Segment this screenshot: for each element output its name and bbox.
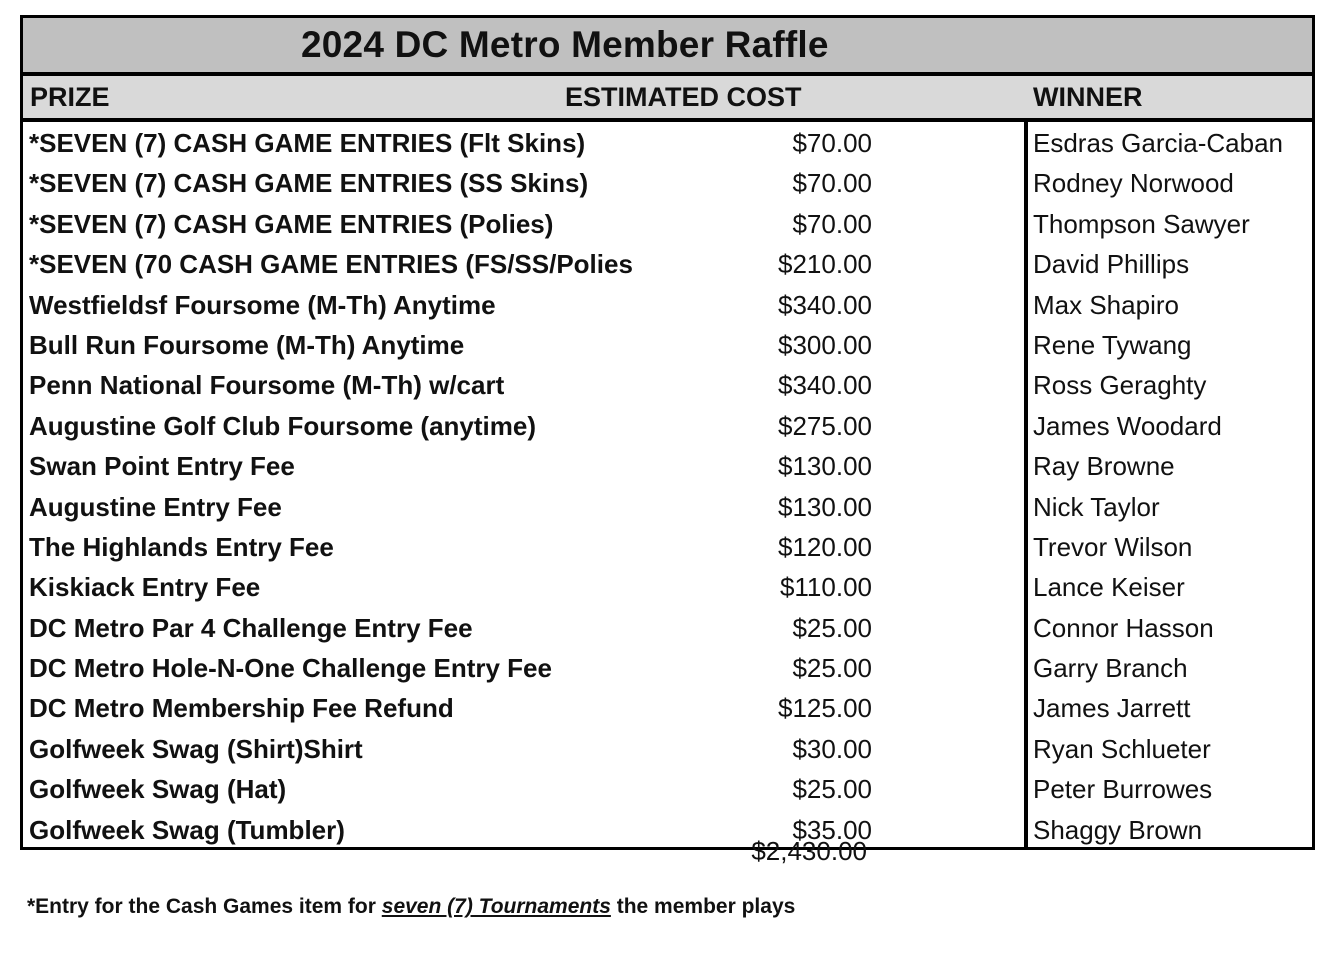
table-row: [23, 447, 1312, 487]
cost-cell: $35.00: [792, 814, 872, 845]
prize-cell: Kiskiack Entry Fee: [29, 572, 261, 603]
winner-cell: Ryan Schlueter: [1033, 733, 1211, 764]
winner-cell: Garry Branch: [1033, 653, 1188, 684]
page-title: 2024 DC Metro Member Raffle: [301, 24, 829, 65]
cost-cell: $340.00: [778, 370, 872, 401]
table-row: [23, 366, 1312, 406]
prize-cell: Golfweek Swag (Shirt)Shirt: [29, 733, 363, 764]
footnote-text: *Entry for the Cash Games item for: [27, 895, 382, 918]
prize-cell: Augustine Entry Fee: [29, 491, 282, 522]
prize-cell: Golfweek Swag (Tumbler): [29, 814, 345, 845]
table-row: [23, 164, 1312, 204]
cost-cell: $120.00: [778, 531, 872, 562]
table-row: [23, 770, 1312, 810]
footnote-text-end: the member plays: [610, 895, 796, 918]
cost-cell: $70.00: [792, 208, 872, 239]
winner-cell: Peter Burrowes: [1033, 774, 1213, 805]
table-row: [23, 245, 1312, 285]
winner-cell: Rodney Norwood: [1033, 168, 1234, 199]
cost-cell: $70.00: [792, 128, 872, 158]
table-row: [23, 528, 1312, 568]
cost-cell: $275.00: [778, 410, 872, 441]
cost-cell: $130.00: [778, 491, 872, 522]
winner-cell: Rene Tywang: [1033, 329, 1192, 360]
total-cost: $2,430.00: [751, 836, 867, 866]
table-row: [23, 689, 1312, 729]
cost-cell: $210.00: [778, 249, 872, 280]
cost-cell: $25.00: [792, 774, 872, 805]
winner-cell: James Woodard: [1033, 410, 1222, 441]
table-body: [23, 124, 1312, 851]
cost-cell: $125.00: [778, 693, 872, 724]
cost-cell: $25.00: [792, 653, 872, 684]
winner-cell: Nick Taylor: [1033, 491, 1160, 522]
prize-column-header: PRIZE: [30, 82, 110, 112]
prize-cell: DC Metro Hole-N-One Challenge Entry Fee: [29, 653, 552, 684]
winner-cell: Ray Browne: [1033, 451, 1175, 482]
prize-cell: Bull Run Foursome (M-Th) Anytime: [29, 329, 465, 360]
winner-column-header: WINNER: [1033, 82, 1143, 112]
prize-cell: The Highlands Entry Fee: [29, 531, 334, 562]
column-header-row: [20, 73, 1315, 121]
winner-cell: Lance Keiser: [1033, 572, 1185, 603]
cost-cell: $110.00: [779, 572, 872, 603]
table-row: [23, 407, 1312, 447]
winner-cell: Trevor Wilson: [1033, 531, 1193, 562]
winner-cell: Ross Geraghty: [1033, 370, 1207, 401]
cost-cell: $25.00: [792, 612, 872, 643]
cost-cell: $70.00: [792, 168, 872, 199]
prize-table: [20, 119, 1315, 850]
table-row: [23, 568, 1312, 608]
table-row: [23, 326, 1312, 366]
prize-cell: *SEVEN (7) CASH GAME ENTRIES (SS Skins): [29, 168, 589, 199]
prize-cell: *SEVEN (70 CASH GAME ENTRIES (FS/SS/Polies: [29, 249, 633, 280]
cost-cell: $300.00: [778, 329, 872, 360]
table-row: [23, 286, 1312, 326]
winner-cell: James Jarrett: [1033, 693, 1191, 724]
winner-cell: David Phillips: [1033, 249, 1190, 280]
table-row: [23, 124, 1312, 164]
table-row: [23, 609, 1312, 649]
cost-cell: $340.00: [778, 289, 872, 320]
prize-cell: Penn National Foursome (M-Th) w/cart: [29, 370, 505, 401]
footnote-emphasis: seven (7) Tournaments: [381, 895, 611, 918]
prize-cell: Golfweek Swag (Hat): [29, 774, 287, 805]
prize-cell: *SEVEN (7) CASH GAME ENTRIES (Polies): [29, 208, 554, 239]
footnote: [27, 895, 795, 919]
winner-cell: Shaggy Brown: [1033, 814, 1203, 845]
table-row: [23, 649, 1312, 689]
table-row: [23, 205, 1312, 245]
prize-cell: Swan Point Entry Fee: [29, 451, 295, 482]
winner-cell: Connor Hasson: [1033, 612, 1214, 643]
prize-cell: Augustine Golf Club Foursome (anytime): [29, 410, 537, 441]
table-row: [23, 730, 1312, 770]
title-bar: [20, 15, 1315, 75]
cost-cell: $130.00: [778, 451, 872, 482]
cost-column-header: ESTIMATED COST: [565, 82, 802, 112]
prize-cell: DC Metro Membership Fee Refund: [29, 693, 454, 724]
winner-cell: Thompson Sawyer: [1033, 208, 1250, 239]
table-row: [23, 811, 1312, 851]
prize-cell: DC Metro Par 4 Challenge Entry Fee: [29, 612, 473, 643]
prize-cell: *SEVEN (7) CASH GAME ENTRIES (Flt Skins): [29, 128, 586, 158]
winner-cell: Esdras Garcia-Caban: [1033, 128, 1283, 158]
table-row: [23, 488, 1312, 528]
winner-cell: Max Shapiro: [1033, 289, 1179, 320]
cost-cell: $30.00: [792, 733, 872, 764]
prize-cell: Westfieldsf Foursome (M-Th) Anytime: [29, 289, 496, 320]
